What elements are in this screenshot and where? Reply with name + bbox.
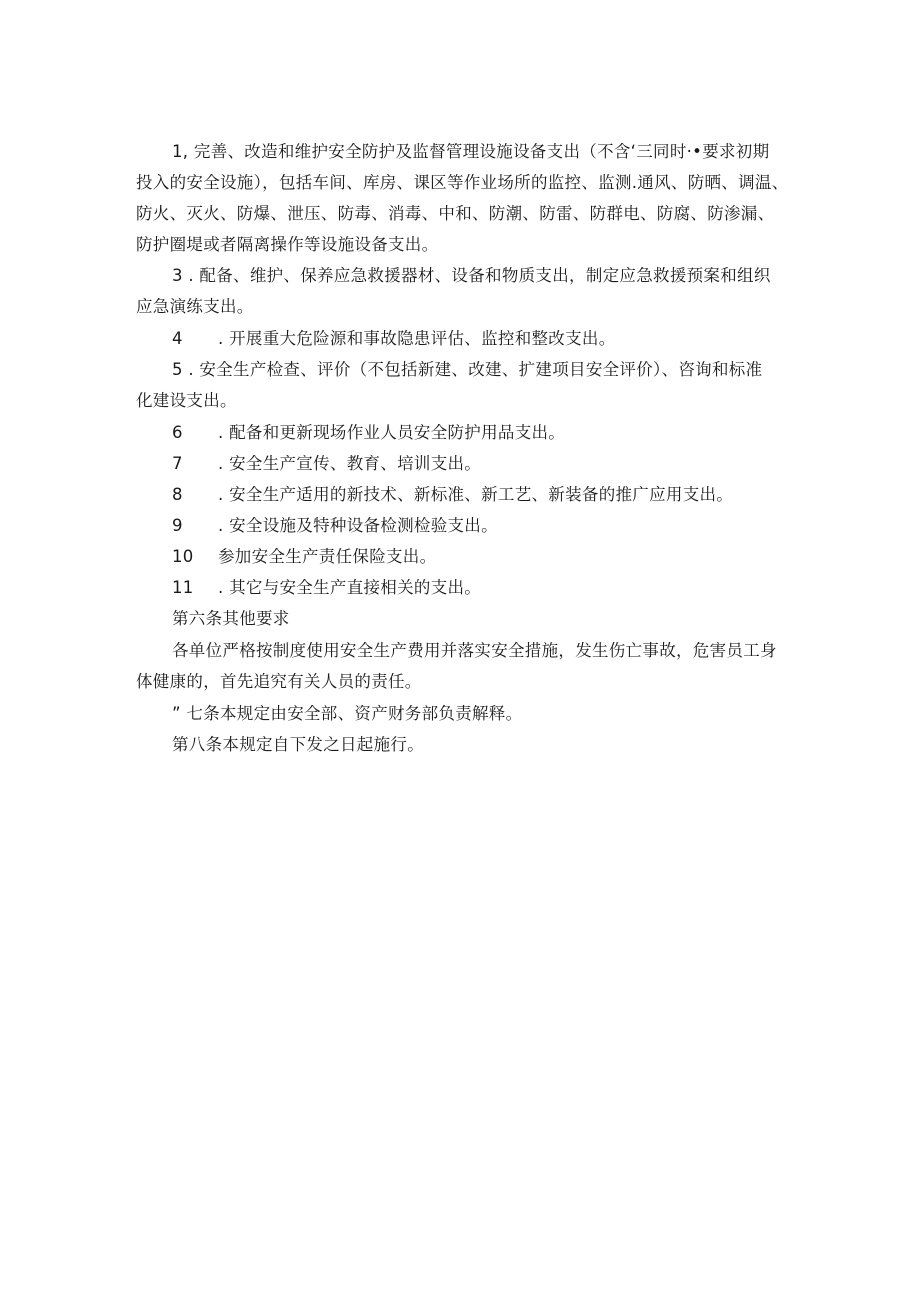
item-number: 7 bbox=[172, 454, 183, 473]
item-1-line-4: 防护圈堤或者隔离操作等设施设备支出。 bbox=[136, 235, 439, 254]
item-5-line-1: 5 . 安全生产检查、评价（不包括新建、改建、扩建项目安全评价）、咨询和标准 bbox=[172, 360, 763, 379]
item-text: 参加安全生产责任保险支出。 bbox=[218, 547, 437, 566]
item-6 bbox=[172, 423, 565, 443]
item-number: 9 bbox=[172, 516, 183, 535]
item-7 bbox=[172, 454, 481, 474]
item-number: 6 bbox=[172, 423, 183, 442]
item-text: . 安全设施及特种设备检测检验支出。 bbox=[218, 516, 498, 535]
item-number: 8 bbox=[172, 485, 183, 504]
article-6-body-line-2: 体健康的，首先追究有关人员的责任。 bbox=[136, 672, 422, 691]
article-6-heading: 第六条其他要求 bbox=[172, 609, 290, 628]
article-8: 第八条本规定自下发之日起施行。 bbox=[172, 735, 424, 754]
article-6-body-line-1: 各单位严格按制度使用安全生产费用并落实安全措施，发生伤亡事故，危害员工身 bbox=[172, 641, 777, 660]
item-text: . 其它与安全生产直接相关的支出。 bbox=[218, 578, 482, 597]
item-text: . 配备和更新现场作业人员安全防护用品支出。 bbox=[218, 423, 566, 442]
item-1-line-3: 防火、灭火、防爆、泄压、防毒、消毒、中和、防潮、防雷、防群电、防腐、防渗漏、 bbox=[136, 204, 775, 223]
article-7: ” 七条本规定由安全部、资产财务部负责解释。 bbox=[172, 704, 523, 723]
item-5-line-2: 化建设支出。 bbox=[136, 391, 237, 410]
item-number: 11 bbox=[172, 578, 194, 597]
item-3-line-2: 应急演练支出。 bbox=[136, 297, 254, 316]
item-number: 4 bbox=[172, 329, 183, 348]
item-11 bbox=[172, 578, 481, 598]
item-1-line-1: 1, 完善、改造和维护安全防护及监督管理设施设备支出（不含‘三同时·•要求初期 bbox=[172, 142, 770, 161]
item-number: 10 bbox=[172, 547, 194, 566]
item-text: . 安全生产适用的新技术、新标准、新工艺、新装备的推广应用支出。 bbox=[218, 485, 734, 504]
item-8 bbox=[172, 485, 733, 505]
item-9 bbox=[172, 516, 498, 536]
item-4 bbox=[172, 329, 616, 349]
item-3-line-1: 3 . 配备、维护、保养应急救援器材、设备和物质支出，制定应急救援预案和组织 bbox=[172, 266, 771, 285]
item-text: . 开展重大危险源和事故隐患评估、监控和整改支出。 bbox=[218, 329, 616, 348]
item-text: . 安全生产宣传、教育、培训支出。 bbox=[218, 454, 482, 473]
item-10 bbox=[172, 547, 436, 567]
item-1-line-2: 投入的安全设施），包括车间、库房、课区等作业场所的监控、监测.通风、防晒、调温、 bbox=[136, 173, 789, 192]
